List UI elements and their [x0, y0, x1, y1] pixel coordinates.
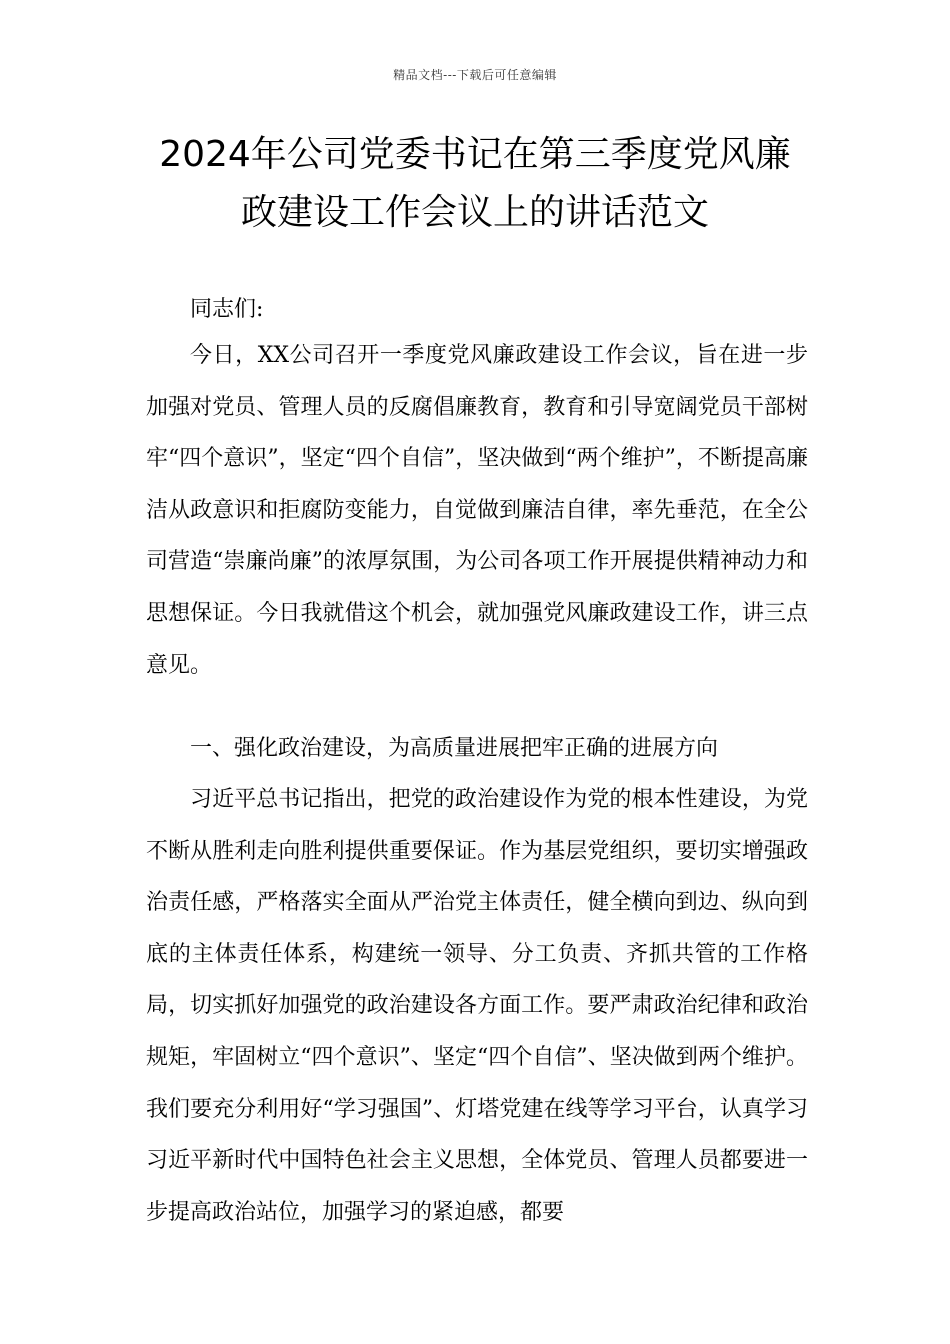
document-title — [110, 126, 840, 242]
title-line-1: 2024年公司党委书记在第三季度党风廉 — [159, 134, 791, 175]
intro-paragraph: 今日，XX公司召开一季度党风廉政建设工作会议，旨在进一步加强对党员、管理人员的反腐倡廉教育，教育和引导宽阔党员干部树牢“四个意识”，坚定“四个自信”，坚决做到“两个维护”，不断提高廉洁从政意识和拒腐防变能力，自觉做到廉洁自律，率先垂范，在全公司营造“崇廉尚廉”的浓厚氛围，为公司各项工作开展提供精神动力和思想保证。今日我就借这个机会，就加强党风廉政建设工作，讲三点意见。 — [146, 343, 808, 678]
section-1-heading: 一、强化政治建设，为高质量进展把牢正确的进展方向 — [190, 736, 719, 761]
intro-block — [146, 330, 808, 691]
salutation: 同志们: — [190, 297, 264, 322]
header-note: 精品文档---下载后可任意编辑 — [393, 68, 557, 82]
section-1-paragraph: 习近平总书记指出，把党的政治建设作为党的根本性建设，为党不断从胜利走向胜利提供重要保证。作为基层党组织，要切实增强政治责任感，严格落实全面从严治党主体责任，健全横向到边、纵向到底的主体责任体系，构建统一领导、分工负责、齐抓共管的工作格局，切实抓好加强党的政治建设各方面工作。要严肃政治纪律和政治规矩，牢固树立“四个意识”、坚定“四个自信”、坚决做到两个维护。我们要充分利用好“学习强国”、灯塔党建在线等学习平台，认真学习习近平新时代中国特色社会主义思想，全体党员、管理人员都要进一步提高政治站位，加强学习的紧迫感，都要 — [146, 787, 808, 1225]
salutation-block — [146, 284, 808, 336]
section-1-body-block — [146, 774, 808, 1238]
section-1-heading-block — [146, 723, 808, 775]
title-line-2: 政建设工作会议上的讲话范文 — [240, 192, 709, 233]
